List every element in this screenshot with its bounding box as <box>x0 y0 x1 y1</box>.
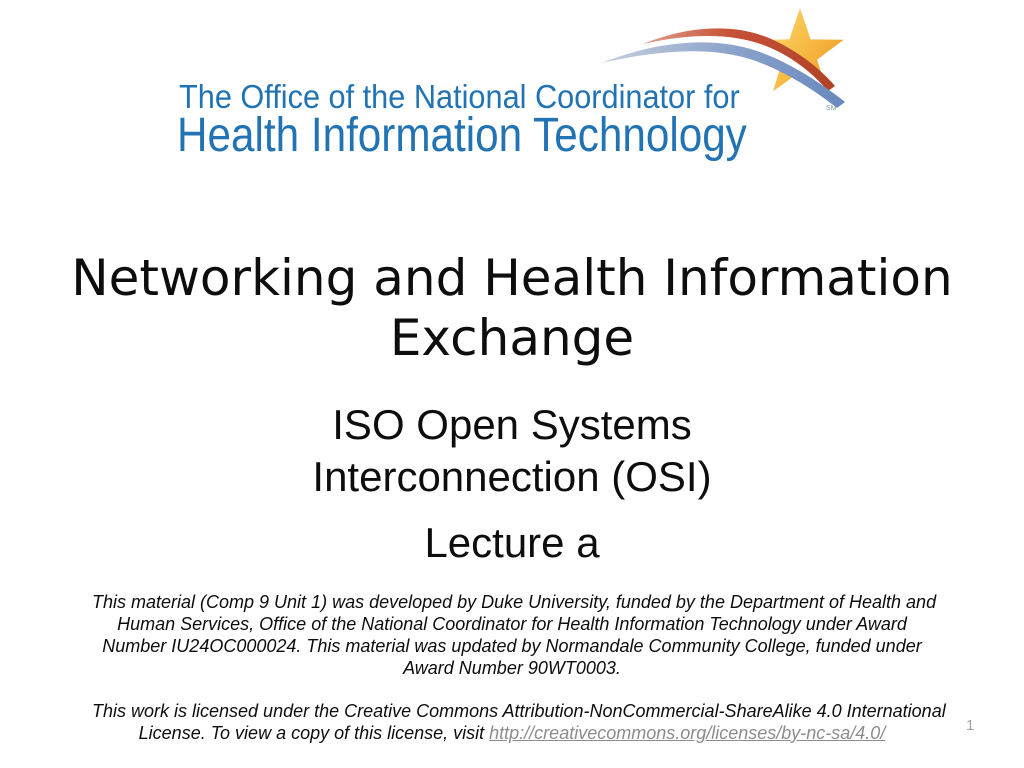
license-line-2 <box>92 722 932 744</box>
license-text <box>92 700 946 744</box>
attribution-text <box>92 591 937 679</box>
attribution-line-2: Human Services, Office of the National Coordinator for Health Information Technology under Award <box>117 614 907 634</box>
license-line-2-prefix: License. To view a copy of this license, visit <box>138 723 490 743</box>
attribution-line-1: This material (Comp 9 Unit 1) was developed by Duke University, funded by the Department of Health and <box>92 592 937 612</box>
license-line-1: This work is licensed under the Creative Commons Attribution-NonCommercial-ShareAlike 4.0 International <box>92 701 946 721</box>
lecture-label: Lecture a <box>424 519 600 566</box>
creativecommons-link[interactable]: http://creativecommons.org/licenses/by-nc-sa/4.0/ <box>489 723 886 743</box>
slide-title: Networking and Health Information Exchange <box>71 249 953 367</box>
page-number: 1 <box>966 717 975 734</box>
attribution-line-3: Number IU24OC000024. This material was updated by Normandale Community College, funded under <box>102 636 922 656</box>
slide-subtitle: ISO Open Systems Interconnection (OSI) <box>312 401 712 500</box>
logo-text-line1: The Office of the National Coordinator for <box>179 78 740 115</box>
attribution-line-4: Award Number 90WT0003. <box>403 658 621 678</box>
sm-trademark: SM <box>826 105 837 112</box>
logo-text-line2: Health Information Technology <box>177 109 747 162</box>
